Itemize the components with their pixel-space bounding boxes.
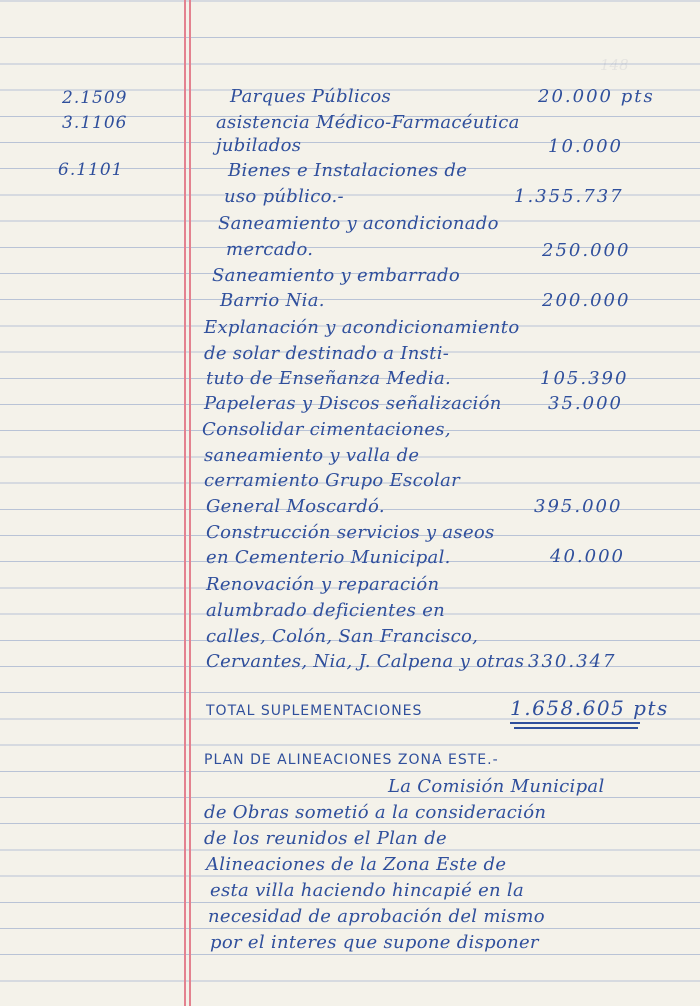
paragraph-line: esta villa haciendo hincapié en la — [210, 880, 525, 901]
item-line: uso público.- — [224, 186, 344, 207]
paragraph-line: de los reunidos el Plan de — [204, 828, 447, 849]
item-line: Papeleras y Discos señalización — [204, 393, 502, 414]
total-amount: 1.658.605 pts — [510, 696, 669, 720]
section-title: PLAN DE ALINEACIONES ZONA ESTE.- — [204, 752, 499, 768]
paragraph-line: Alineaciones de la Zona Este de — [206, 854, 507, 875]
item-line: calles, Colón, San Francisco, — [206, 626, 479, 647]
item-line: Parques Públicos — [230, 86, 392, 107]
item-line: asistencia Médico-Farmacéutica — [216, 112, 520, 133]
amount: 10.000 — [548, 136, 623, 157]
amount: 1.355.737 — [514, 186, 624, 207]
item-line: Saneamiento y acondicionado — [218, 213, 499, 234]
amount: 35.000 — [548, 393, 623, 414]
item-line: Bienes e Instalaciones de — [228, 160, 468, 181]
item-line: Cervantes, Nia, J. Calpena y otras — [206, 651, 525, 672]
item-line: saneamiento y valla de — [204, 445, 420, 466]
item-line: Explanación y acondicionamiento — [204, 317, 520, 338]
total-underline — [510, 722, 640, 724]
amount: 105.390 — [540, 368, 629, 389]
amount: 250.000 — [542, 240, 631, 261]
total-underline — [514, 727, 638, 729]
amount: 20.000 pts — [538, 86, 655, 107]
item-line: General Moscardó. — [206, 496, 385, 517]
item-line: de solar destinado a Insti- — [204, 343, 450, 364]
amount: 330.347 — [528, 651, 617, 672]
item-line: cerramiento Grupo Escolar — [204, 470, 461, 491]
account-code: 6.1101 — [58, 160, 124, 180]
paragraph-line: por el interes que supone disponer — [210, 932, 539, 953]
item-line: Construcción servicios y aseos — [206, 522, 495, 543]
amount: 200.000 — [542, 290, 631, 311]
paragraph-line: La Comisión Municipal — [388, 776, 605, 797]
total-label: TOTAL SUPLEMENTACIONES — [206, 703, 423, 719]
item-line: en Cementerio Municipal. — [206, 547, 451, 568]
page-number: 148 — [600, 56, 629, 74]
margin-line — [184, 0, 186, 1006]
item-line: Saneamiento y embarrado — [212, 265, 460, 286]
item-line: alumbrado deficientes en — [206, 600, 446, 621]
item-line: Renovación y reparación — [206, 574, 440, 595]
paragraph-line: de Obras sometió a la consideración — [204, 802, 547, 823]
item-line: tuto de Enseñanza Media. — [206, 368, 452, 389]
paragraph-line: necesidad de aprobación del mismo — [208, 906, 545, 927]
account-code: 2.1509 — [62, 88, 128, 108]
item-line: Consolidar cimentaciones, — [202, 419, 451, 440]
item-line: jubilados — [216, 135, 302, 156]
item-line: Barrio Nia. — [220, 290, 325, 311]
amount: 395.000 — [534, 496, 623, 517]
margin-line — [189, 0, 191, 1006]
item-line: mercado. — [226, 239, 314, 260]
account-code: 3.1106 — [62, 113, 128, 133]
amount: 40.000 — [550, 546, 625, 567]
